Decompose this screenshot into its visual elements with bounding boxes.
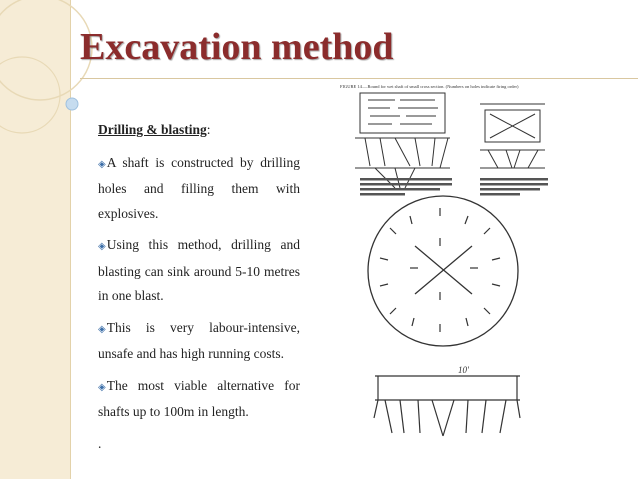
bullet-text: This is very labour-intensive, unsafe and has high running costs. xyxy=(98,319,300,361)
figure-14-plan xyxy=(360,93,445,133)
bullet-item xyxy=(98,233,300,309)
diamond-bullet-icon: ◈ xyxy=(98,323,106,335)
figure-15-section xyxy=(480,150,545,168)
width-label: 10' xyxy=(458,365,469,375)
bottom-elevation xyxy=(374,376,520,436)
figure-14-caption: FIGURE 14.—Round for wet shaft of small cross section. (Numbers on holes indicate firing order) xyxy=(340,84,519,89)
subheading-text: Drilling & blasting xyxy=(98,122,207,137)
bullet-item xyxy=(98,316,300,367)
diamond-bullet-icon: ◈ xyxy=(98,158,106,170)
blasting-round-figure xyxy=(340,84,630,468)
title-divider xyxy=(80,78,638,79)
bullet-text: The most viable alternative for shafts up to 100m in length. xyxy=(98,377,300,419)
circular-blast-round xyxy=(368,196,518,346)
bullet-text: A shaft is constructed by drilling holes and filling them with explosives. xyxy=(98,154,300,221)
subheading-colon: : xyxy=(206,122,211,137)
bullet-text: Using this method, drilling and blasting can sink around 5-10 metres in one blast. xyxy=(98,237,300,303)
trailing-dot: . xyxy=(98,435,102,451)
subheading xyxy=(98,118,300,143)
diamond-bullet-icon: ◈ xyxy=(98,381,106,393)
diamond-bullet-icon: ◈ xyxy=(98,241,106,252)
slide-body xyxy=(98,118,300,456)
figure-15-plan xyxy=(480,104,545,142)
page-title: Excavation method xyxy=(80,26,394,68)
bullet-item xyxy=(98,151,300,227)
drill-hole-marks xyxy=(380,208,500,332)
figure-15-caption-lines xyxy=(480,178,548,196)
bullet-item xyxy=(98,374,300,425)
